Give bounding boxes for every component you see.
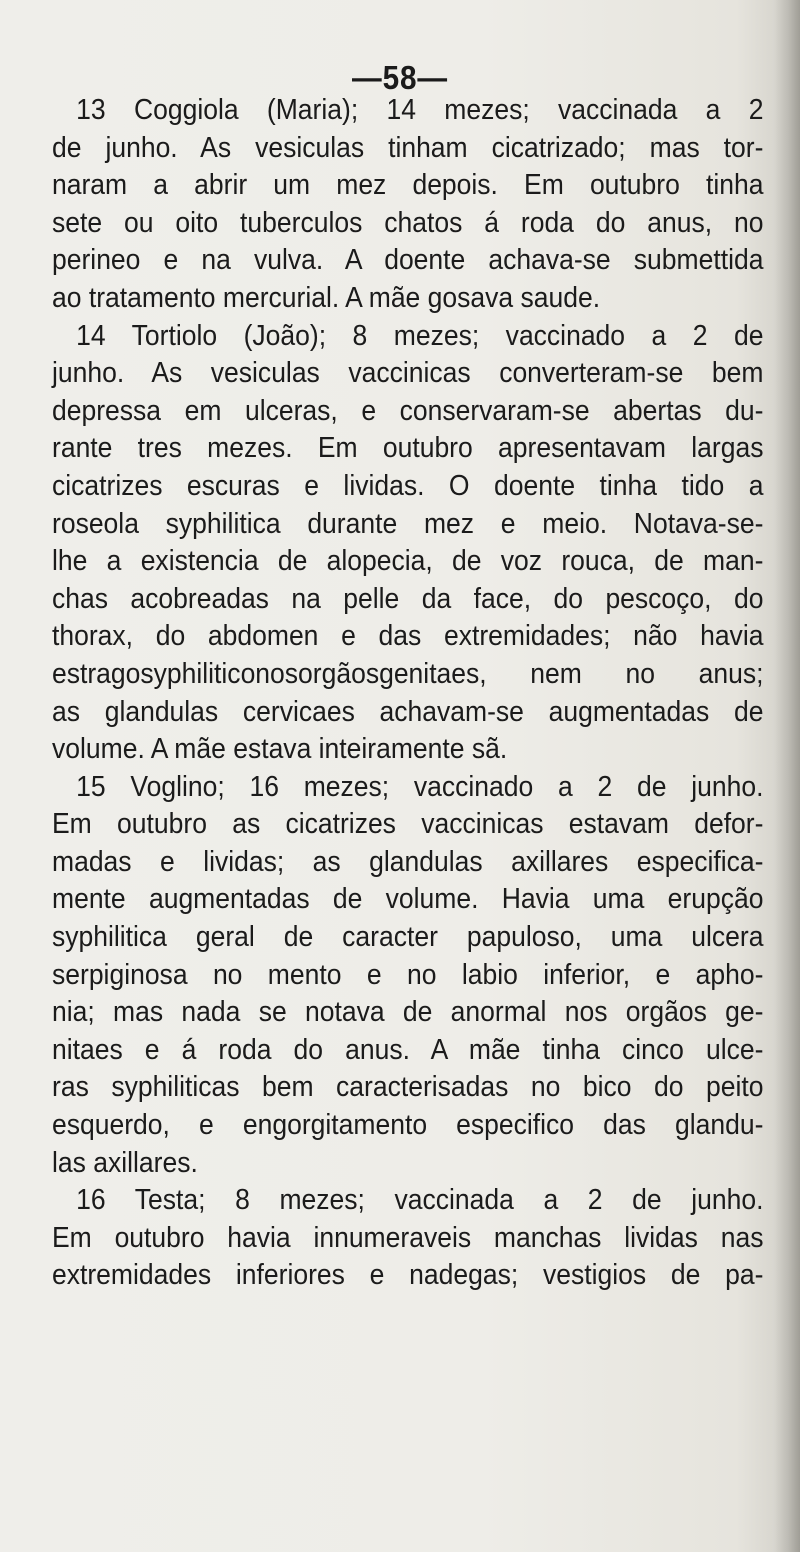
- text-line: mente augmentadas de volume. Havia uma erupção: [52, 883, 764, 916]
- text-line: madas e lividas; as glandulas axillares especifica-: [52, 845, 764, 878]
- text-line: naram a abrir um mez depois. Em outubro tinha: [52, 169, 764, 202]
- text-line: syphilitica geral de caracter papuloso, uma ulcera: [52, 921, 764, 954]
- text-line: 15 Voglino; 16 mezes; vaccinado a 2 de junho.: [76, 770, 764, 803]
- text-line: estragosyphiliticonosorgãosgenitaes, nem no anus;: [52, 657, 764, 690]
- text-line: las axillares.: [52, 1146, 198, 1179]
- text-line: 13 Coggiola (Maria); 14 mezes; vaccinada a 2: [76, 94, 764, 126]
- page-number: —58—: [351, 59, 449, 96]
- text-line: nia; mas nada se notava de anormal nos orgãos ge-: [52, 996, 764, 1029]
- text-line: volume. A mãe estava inteiramente sã.: [52, 733, 508, 766]
- text-line: rante tres mezes. Em outubro apresentavam largas: [52, 432, 764, 465]
- text-line: junho. As vesiculas vaccinicas converteram-se bem: [52, 357, 764, 390]
- text-line: sete ou oito tuberculos chatos á roda do anus, no: [52, 206, 764, 239]
- text-line: ras syphiliticas bem caracterisadas no bico do peito: [52, 1071, 764, 1104]
- text-line: esquerdo, e engorgitamento especifico das glandu-: [52, 1109, 764, 1142]
- text-line: de junho. As vesiculas tinham cicatrizado; mas tor-: [52, 131, 764, 164]
- body-text: [52, 92, 764, 1295]
- text-line: serpiginosa no mento e no labio inferior, e apho-: [52, 958, 764, 991]
- text-line: Em outubro havia innumeraveis manchas lividas nas: [52, 1221, 764, 1254]
- text-line: roseola syphilitica durante mez e meio. Notava-se-: [52, 507, 764, 540]
- text-line: 14 Tortiolo (João); 8 mezes; vaccinado a 2 de: [76, 319, 764, 352]
- text-line: extremidades inferiores e nadegas; vestigios de pa-: [52, 1259, 764, 1292]
- text-line: 16 Testa; 8 mezes; vaccinada a 2 de junho.: [76, 1184, 764, 1217]
- text-line: chas acobreadas na pelle da face, do pescoço, do: [52, 582, 764, 615]
- text-line: ao tratamento mercurial. A mãe gosava saude.: [52, 281, 601, 314]
- text-line: lhe a existencia de alopecia, de voz rouca, de man-: [52, 545, 764, 578]
- text-line: Em outubro as cicatrizes vaccinicas estavam defor-: [52, 808, 764, 841]
- text-line: as glandulas cervicaes achavam-se augmentadas de: [52, 695, 764, 728]
- text-line: thorax, do abdomen e das extremidades; não havia: [52, 620, 764, 653]
- text-line: depressa em ulceras, e conservaram-se abertas du-: [52, 394, 764, 427]
- text-line: cicatrizes escuras e lividas. O doente tinha tido a: [52, 469, 764, 502]
- page-edge-shadow: [774, 0, 800, 1552]
- text-line: nitaes e á roda do anus. A mãe tinha cinco ulce-: [52, 1033, 764, 1066]
- text-line: perineo e na vulva. A doente achava-se submettida: [52, 244, 764, 277]
